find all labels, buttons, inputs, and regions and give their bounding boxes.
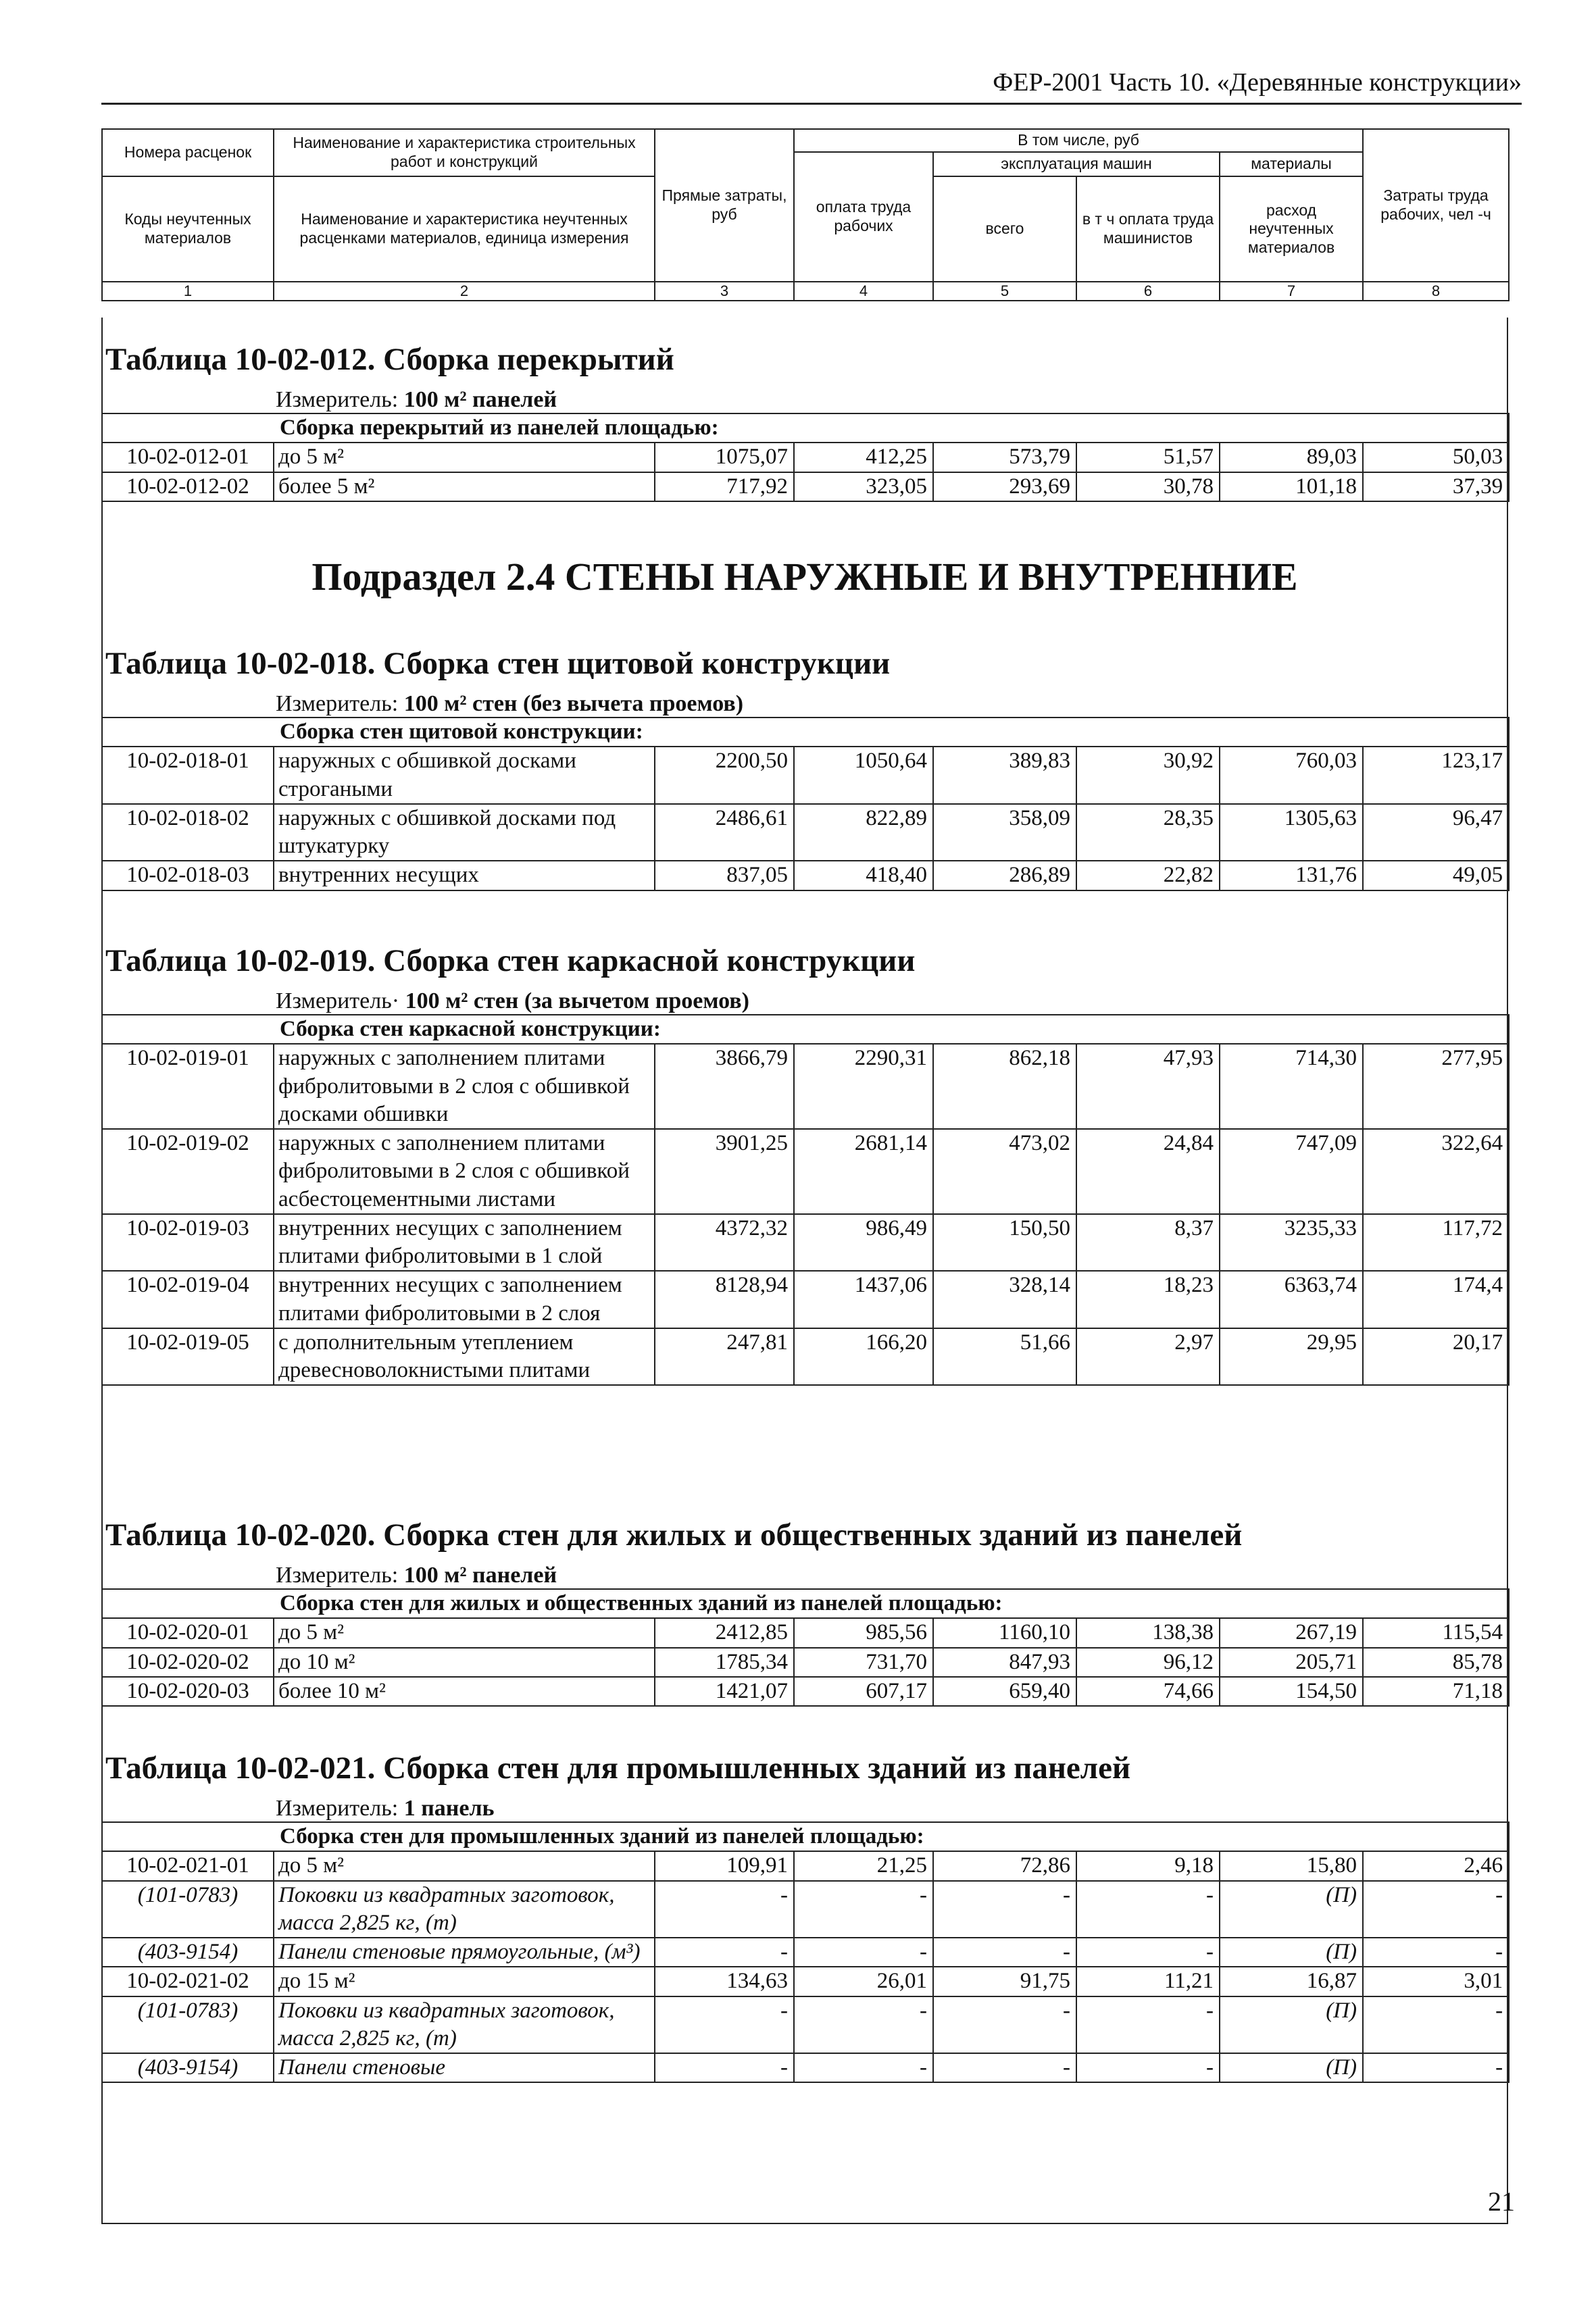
header-num-5: 5	[933, 282, 1076, 301]
operator-pay: 28,35	[1076, 804, 1220, 861]
work-name: до 5 м²	[274, 1851, 655, 1880]
table-row	[102, 1677, 1509, 1706]
machines-total: 659,40	[933, 1677, 1076, 1706]
worker-pay: 1050,64	[794, 747, 933, 804]
materials: 15,80	[1220, 1851, 1363, 1880]
data-table	[101, 717, 1510, 891]
header-num-7: 7	[1220, 282, 1363, 301]
worker-pay: 2681,14	[794, 1129, 933, 1214]
meter-value: 1 панель	[403, 1796, 495, 1821]
work-name: более 10 м²	[274, 1677, 655, 1706]
operator-pay: -	[1076, 2053, 1220, 2082]
meter-value: 100 м² стен (без вычета проемов)	[403, 691, 744, 716]
operator-pay: 51,57	[1076, 443, 1220, 472]
direct-costs: -	[655, 1996, 794, 2054]
machines-total: 358,09	[933, 804, 1076, 861]
worker-pay: 822,89	[794, 804, 933, 861]
table-subheading: Сборка стен для жилых и общественных зданий из панелей площадью:	[102, 1589, 1509, 1618]
header-num-1: 1	[102, 282, 274, 301]
header-materials-consumption: расход неучтенных материалов	[1220, 176, 1363, 282]
header-num-4: 4	[794, 282, 933, 301]
labor-hours: 322,64	[1363, 1129, 1509, 1214]
page-number: 21	[1488, 2186, 1515, 2217]
header-labor-costs: Затраты труда рабочих, чел -ч	[1363, 129, 1509, 282]
meter-line	[276, 387, 1508, 413]
materials: 101,18	[1220, 472, 1363, 501]
table-row	[102, 1271, 1509, 1328]
rate-code: 10-02-018-01	[102, 747, 274, 804]
work-name: наружных с обшивкой досками под штукатурку	[274, 804, 655, 861]
worker-pay: 412,25	[794, 443, 933, 472]
header-group-including: В том числе, руб	[794, 129, 1363, 152]
direct-costs: 837,05	[655, 861, 794, 890]
table-title: Таблица 10-02-021. Сборка стен для промышленных зданий из панелей	[105, 1751, 1131, 1786]
header-num-8: 8	[1363, 282, 1509, 301]
table-row	[102, 1328, 1509, 1386]
header-material-name: Наименование и характеристика неучтенных расценками материалов, единица измерения	[274, 176, 655, 282]
labor-hours: 174,4	[1363, 1271, 1509, 1328]
labor-hours: 49,05	[1363, 861, 1509, 890]
machines-total: 847,93	[933, 1648, 1076, 1677]
rate-code: 10-02-020-02	[102, 1648, 274, 1677]
column-header-table	[101, 128, 1510, 301]
material-row	[102, 1881, 1509, 1938]
work-name: наружных с заполнением плитами фибролитовыми в 2 слоя с обшивкой досками обшивки	[274, 1044, 655, 1129]
labor-hours: 96,47	[1363, 804, 1509, 861]
machines-total: 286,89	[933, 861, 1076, 890]
labor-hours: 3,01	[1363, 1967, 1509, 1996]
machines-total: 91,75	[933, 1967, 1076, 1996]
header-num-2: 2	[274, 282, 655, 301]
header-materials-group: материалы	[1220, 152, 1363, 176]
machines-total: 473,02	[933, 1129, 1076, 1214]
labor-hours: 85,78	[1363, 1648, 1509, 1677]
direct-costs: 1785,34	[655, 1648, 794, 1677]
materials: 131,76	[1220, 861, 1363, 890]
direct-costs: 2486,61	[655, 804, 794, 861]
meter-label: Измеритель:	[276, 691, 404, 716]
materials: 89,03	[1220, 443, 1363, 472]
header-worker-pay: оплата труда рабочих	[794, 152, 933, 282]
operator-pay: 11,21	[1076, 1967, 1220, 1996]
rate-code: 10-02-019-03	[102, 1214, 274, 1272]
table-row	[102, 472, 1509, 501]
table-title: Таблица 10-02-012. Сборка перекрытий	[105, 342, 674, 377]
materials: 205,71	[1220, 1648, 1363, 1677]
operator-pay: 2,97	[1076, 1328, 1220, 1386]
direct-costs: -	[655, 1881, 794, 1938]
materials: 1305,63	[1220, 804, 1363, 861]
work-name: до 5 м²	[274, 443, 655, 472]
material-code: (403-9154)	[102, 1938, 274, 1967]
material-row	[102, 2053, 1509, 2082]
machines-total: -	[933, 2053, 1076, 2082]
operator-pay: 47,93	[1076, 1044, 1220, 1129]
operator-pay: 24,84	[1076, 1129, 1220, 1214]
direct-costs: 717,92	[655, 472, 794, 501]
materials: (П)	[1220, 1996, 1363, 2054]
table-subheading: Сборка стен для промышленных зданий из панелей площадью:	[102, 1822, 1509, 1851]
operator-pay: 138,38	[1076, 1618, 1220, 1647]
machines-total: 862,18	[933, 1044, 1076, 1129]
labor-hours: 123,17	[1363, 747, 1509, 804]
table-row	[102, 1648, 1509, 1677]
work-name: внутренних несущих с заполнением плитами фибролитовыми в 1 слой	[274, 1214, 655, 1272]
work-name: до 5 м²	[274, 1618, 655, 1647]
table-row	[102, 1214, 1509, 1272]
operator-pay: 30,78	[1076, 472, 1220, 501]
meter-value: 100 м² панелей	[403, 387, 557, 412]
table-row	[102, 443, 1509, 472]
work-name: до 10 м²	[274, 1648, 655, 1677]
worker-pay: 323,05	[794, 472, 933, 501]
labor-hours: 277,95	[1363, 1044, 1509, 1129]
meter-line	[276, 691, 1508, 717]
section-table-018	[101, 645, 1508, 891]
materials: 16,87	[1220, 1967, 1363, 1996]
work-name: с дополнительным утеплением древесноволокнистыми плитами	[274, 1328, 655, 1386]
worker-pay: 985,56	[794, 1618, 933, 1647]
work-name: внутренних несущих	[274, 861, 655, 890]
rate-code: 10-02-019-02	[102, 1129, 274, 1214]
material-name: Панели стеновые прямоугольные, (м³)	[274, 1938, 655, 1967]
table-row	[102, 1967, 1509, 1996]
machines-total: 573,79	[933, 443, 1076, 472]
machines-total: 72,86	[933, 1851, 1076, 1880]
machines-total: 328,14	[933, 1271, 1076, 1328]
labor-hours: 50,03	[1363, 443, 1509, 472]
table-subheading: Сборка перекрытий из панелей площадью:	[102, 413, 1509, 443]
machines-total: 150,50	[933, 1214, 1076, 1272]
machines-total: -	[933, 1881, 1076, 1938]
worker-pay: 166,20	[794, 1328, 933, 1386]
worker-pay: -	[794, 2053, 933, 2082]
table-subheading: Сборка стен каркасной конструкции:	[102, 1015, 1509, 1044]
meter-label: Измеритель·	[276, 988, 405, 1013]
table-row	[102, 747, 1509, 804]
operator-pay: 8,37	[1076, 1214, 1220, 1272]
meter-label: Измеритель:	[276, 1796, 404, 1821]
direct-costs: 134,63	[655, 1967, 794, 1996]
materials: (П)	[1220, 1881, 1363, 1938]
subsection-heading: Подраздел 2.4 СТЕНЫ НАРУЖНЫЕ И ВНУТРЕННИЕ	[311, 555, 1298, 599]
table-title: Таблица 10-02-020. Сборка стен для жилых и общественных зданий из панелей	[105, 1517, 1243, 1553]
materials: 29,95	[1220, 1328, 1363, 1386]
rate-code: 10-02-019-04	[102, 1271, 274, 1328]
rate-code: 10-02-019-01	[102, 1044, 274, 1129]
meter-line	[276, 1796, 1508, 1821]
header-work-name: Наименование и характеристика строительных работ и конструкций	[274, 129, 655, 176]
operator-pay: 30,92	[1076, 747, 1220, 804]
table-row	[102, 1129, 1509, 1214]
materials: 3235,33	[1220, 1214, 1363, 1272]
rate-code: 10-02-021-01	[102, 1851, 274, 1880]
data-table	[101, 413, 1510, 502]
materials: 747,09	[1220, 1129, 1363, 1214]
machines-total: 293,69	[933, 472, 1076, 501]
work-name: до 15 м²	[274, 1967, 655, 1996]
header-operator-pay: в т ч оплата труда машинистов	[1076, 176, 1220, 282]
labor-hours: 115,54	[1363, 1618, 1509, 1647]
header-num-6: 6	[1076, 282, 1220, 301]
machines-total: 1160,10	[933, 1618, 1076, 1647]
worker-pay: -	[794, 1881, 933, 1938]
rate-code: 10-02-012-01	[102, 443, 274, 472]
work-name: наружных с обшивкой досками строгаными	[274, 747, 655, 804]
operator-pay: 9,18	[1076, 1851, 1220, 1880]
materials: 267,19	[1220, 1618, 1363, 1647]
data-table	[101, 1014, 1510, 1386]
direct-costs: 1075,07	[655, 443, 794, 472]
labor-hours: 2,46	[1363, 1851, 1509, 1880]
machines-total: -	[933, 1996, 1076, 2054]
labor-hours: -	[1363, 1996, 1509, 2054]
meter-value: 100 м² стен (за вычетом проемов)	[405, 988, 749, 1013]
meter-line	[276, 1563, 1508, 1588]
operator-pay: 96,12	[1076, 1648, 1220, 1677]
worker-pay: 26,01	[794, 1967, 933, 1996]
labor-hours: -	[1363, 2053, 1509, 2082]
header-unaccounted-codes: Коды неучтенных материалов	[102, 176, 274, 282]
labor-hours: 37,39	[1363, 472, 1509, 501]
worker-pay: -	[794, 1938, 933, 1967]
header-direct-costs: Прямые затраты, руб	[655, 129, 794, 282]
labor-hours: 71,18	[1363, 1677, 1509, 1706]
material-name: Поковки из квадратных заготовок, масса 2,825 кг, (т)	[274, 1996, 655, 2054]
rate-code: 10-02-012-02	[102, 472, 274, 501]
direct-costs: 1421,07	[655, 1677, 794, 1706]
material-code: (403-9154)	[102, 2053, 274, 2082]
materials: 154,50	[1220, 1677, 1363, 1706]
data-table	[101, 1821, 1510, 2083]
header-machines-group: эксплуатация машин	[933, 152, 1220, 176]
direct-costs: 2200,50	[655, 747, 794, 804]
materials: (П)	[1220, 2053, 1363, 2082]
meter-label: Измеритель:	[276, 387, 404, 412]
direct-costs: 8128,94	[655, 1271, 794, 1328]
operator-pay: 22,82	[1076, 861, 1220, 890]
section-table-019	[101, 942, 1508, 1386]
meter-line	[276, 988, 1508, 1014]
material-name: Поковки из квадратных заготовок, масса 2,825 кг, (т)	[274, 1881, 655, 1938]
table-row	[102, 1851, 1509, 1880]
worker-pay: 21,25	[794, 1851, 933, 1880]
header-num-3: 3	[655, 282, 794, 301]
labor-hours: -	[1363, 1938, 1509, 1967]
table-row	[102, 861, 1509, 890]
meter-value: 100 м² панелей	[403, 1563, 557, 1588]
direct-costs: 4372,32	[655, 1214, 794, 1272]
meter-label: Измеритель:	[276, 1563, 404, 1588]
worker-pay: 607,17	[794, 1677, 933, 1706]
header-machines-total: всего	[933, 176, 1076, 282]
materials: 760,03	[1220, 747, 1363, 804]
section-table-021	[101, 1750, 1508, 2083]
direct-costs: 3901,25	[655, 1129, 794, 1214]
operator-pay: 18,23	[1076, 1271, 1220, 1328]
rate-code: 10-02-020-01	[102, 1618, 274, 1647]
worker-pay: 986,49	[794, 1214, 933, 1272]
section-table-020	[101, 1517, 1508, 1707]
operator-pay: -	[1076, 1938, 1220, 1967]
operator-pay: -	[1076, 1881, 1220, 1938]
material-code: (101-0783)	[102, 1996, 274, 2054]
work-name: более 5 м²	[274, 472, 655, 501]
labor-hours: -	[1363, 1881, 1509, 1938]
material-row	[102, 1938, 1509, 1967]
labor-hours: 117,72	[1363, 1214, 1509, 1272]
section-table-012	[101, 341, 1508, 502]
material-row	[102, 1996, 1509, 2054]
material-code: (101-0783)	[102, 1881, 274, 1938]
direct-costs: 247,81	[655, 1328, 794, 1386]
worker-pay: 731,70	[794, 1648, 933, 1677]
table-row	[102, 1044, 1509, 1129]
worker-pay: 418,40	[794, 861, 933, 890]
direct-costs: 2412,85	[655, 1618, 794, 1647]
direct-costs: -	[655, 1938, 794, 1967]
work-name: внутренних несущих с заполнением плитами фибролитовыми в 2 слоя	[274, 1271, 655, 1328]
running-header: ФЕР-2001 Часть 10. «Деревянные конструкции»	[993, 68, 1522, 97]
machines-total: 51,66	[933, 1328, 1076, 1386]
materials: (П)	[1220, 1938, 1363, 1967]
rate-code: 10-02-021-02	[102, 1967, 274, 1996]
operator-pay: 74,66	[1076, 1677, 1220, 1706]
table-subheading: Сборка стен щитовой конструкции:	[102, 718, 1509, 747]
header-rule	[101, 103, 1522, 105]
table-row	[102, 804, 1509, 861]
worker-pay: 1437,06	[794, 1271, 933, 1328]
worker-pay: -	[794, 1996, 933, 2054]
machines-total: -	[933, 1938, 1076, 1967]
worker-pay: 2290,31	[794, 1044, 933, 1129]
data-table	[101, 1588, 1510, 1707]
rate-code: 10-02-018-02	[102, 804, 274, 861]
rate-code: 10-02-018-03	[102, 861, 274, 890]
labor-hours: 20,17	[1363, 1328, 1509, 1386]
machines-total: 389,83	[933, 747, 1076, 804]
direct-costs: 109,91	[655, 1851, 794, 1880]
table-title: Таблица 10-02-018. Сборка стен щитовой конструкции	[105, 646, 891, 681]
rate-code: 10-02-019-05	[102, 1328, 274, 1386]
work-name: наружных с заполнением плитами фибролитовыми в 2 слоя с обшивкой асбестоцементными листами	[274, 1129, 655, 1214]
rate-code: 10-02-020-03	[102, 1677, 274, 1706]
operator-pay: -	[1076, 1996, 1220, 2054]
materials: 714,30	[1220, 1044, 1363, 1129]
table-title: Таблица 10-02-019. Сборка стен каркасной конструкции	[105, 943, 916, 978]
material-name: Панели стеновые	[274, 2053, 655, 2082]
table-row	[102, 1618, 1509, 1647]
direct-costs: 3866,79	[655, 1044, 794, 1129]
header-rate-numbers: Номера расценок	[102, 129, 274, 176]
materials: 6363,74	[1220, 1271, 1363, 1328]
direct-costs: -	[655, 2053, 794, 2082]
